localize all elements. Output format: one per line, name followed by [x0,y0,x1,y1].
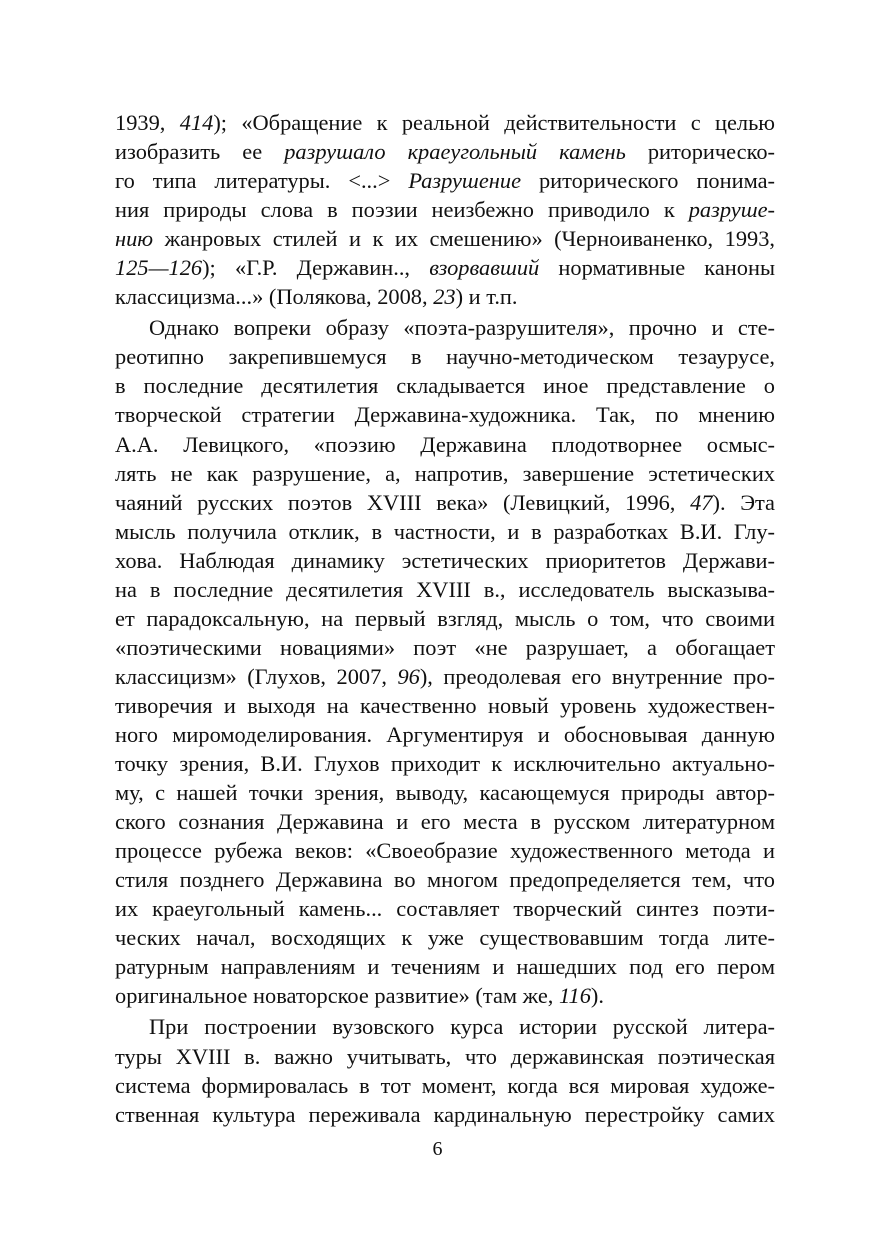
text-line: му, с нашей точки зрения, выводу, касающемуся природы автор- [115,780,775,806]
text-line: классицизма...» (Полякова, 2008, 23) и т.п. [115,284,518,310]
text-line: Однако вопреки образу «поэта-разрушителя», прочно и сте- [149,315,775,341]
text-line: ет парадоксальную, на первый взгляд, мысль о том, что своими [115,605,775,631]
paragraph-3 [115,1012,775,1128]
text-line: изобразить ее разрушало краеугольный камень риторическо- [115,139,775,165]
text-line: творческой стратегии Державина-художника. Так, по мнению [115,402,775,428]
text-line: оригинальное новаторское развитие» (там же, 116). [115,983,604,1009]
text-line: мысль получила отклик, в частности, и в разработках В.И. Глу- [115,518,775,544]
text-line: ческих начал, восходящих к уже существовавшим тогда лите- [115,925,775,951]
text-line: лять не как разрушение, а, напротив, завершение эстетических [115,460,775,486]
text-line: ратурным направлениям и течениям и нашедших под его пером [115,954,775,980]
text-line: 125—126); «Г.Р. Державин.., взорвавший нормативные каноны [115,255,775,281]
text-line: ния природы слова в поэзии неизбежно приводило к разруше- [115,197,775,223]
text-line: процессе рубежа веков: «Своеобразие художественного метода и [115,838,775,864]
text-line: система формировалась в тот момент, когда вся мировая художе- [115,1072,775,1098]
text-line: тиворечия и выходя на качественно новый уровень художествен- [115,692,775,718]
text-line: реотипно закрепившемуся в научно-методическом тезаурусе, [115,344,775,370]
text-line: го типа литературы. <...> Разрушение риторического понима- [115,168,775,194]
text-line: нию жанровых стилей и к их смешению» (Черноиваненко, 1993, [115,226,775,252]
page-number: 6 [432,1138,443,1160]
body-text [115,108,775,1129]
paragraph-1 [115,108,775,311]
text-line: на в последние десятилетия XVIII в., исследователь высказыва- [115,576,775,602]
text-line: чаяний русских поэтов XVIII века» (Левицкий, 1996, 47). Эта [115,489,775,515]
text-line: ского сознания Державина и его места в русском литературном [115,809,775,835]
text-line: их краеугольный камень... составляет творческий синтез поэти- [115,896,775,922]
text-line: 1939, 414); «Обращение к реальной действительности с целью [115,110,776,135]
text-line: «поэтическими новациями» поэт «не разрушает, а обогащает [115,634,775,660]
paragraph-2 [115,313,775,1010]
text-line: ного миромоделирования. Аргументируя и обосновывая данную [115,721,775,747]
text-line: При построении вузовского курса истории русской литера- [149,1014,775,1040]
text-line: ственная культура переживала кардинальную перестройку самих [115,1101,775,1127]
text-line: туры XVIII в. важно учитывать, что державинская поэтическая [115,1043,775,1069]
text-line: А.А. Левицкого, «поэзию Державина плодотворнее осмыс- [115,431,775,457]
text-line: в последние десятилетия складывается иное представление о [115,373,775,399]
text-line: хова. Наблюдая динамику эстетических приоритетов Держави- [115,547,775,573]
text-line: стиля позднего Державина во многом предопределяется тем, что [115,867,775,893]
text-line: классицизм» (Глухов, 2007, 96), преодолевая его внутренние про- [115,663,775,689]
text-line: точку зрения, В.И. Глухов приходит к исключительно актуально- [115,751,775,777]
